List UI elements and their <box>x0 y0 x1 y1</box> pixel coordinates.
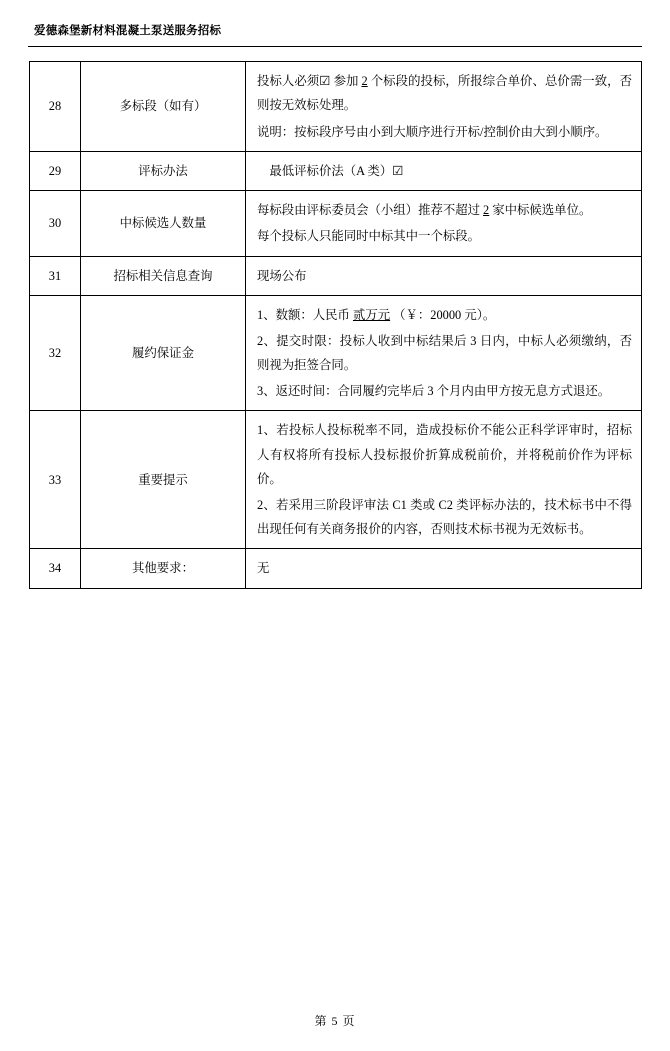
content-paragraph <box>257 69 632 118</box>
table-body <box>30 62 642 589</box>
header-divider <box>28 46 642 47</box>
row-number: 34 <box>30 549 81 588</box>
table-row <box>30 295 642 411</box>
content-text: 无 <box>257 561 270 576</box>
content-text: 1、数额：人民币 <box>257 307 350 322</box>
table-row <box>30 256 642 295</box>
bid-terms-table <box>29 61 642 589</box>
content-text: 2、若采用三阶段评审法 C1 类或 C2 类评标办法的，技术标书中不得出现任何有关商务报价的内容，否则技术标书视为无效标书。 <box>257 498 632 537</box>
content-paragraph <box>257 120 632 144</box>
content-text: 说明：按标段序号由小到大顺序进行开标/控制价由大到小顺序。 <box>257 124 608 139</box>
content-text: 参加 <box>330 74 359 88</box>
content-paragraph <box>257 329 632 377</box>
content-paragraph <box>257 264 632 288</box>
row-number: 31 <box>30 256 81 295</box>
content-text: 每个投标人只能同时中标其中一个标段。 <box>257 229 481 244</box>
content-paragraph <box>257 556 632 580</box>
content-text: 每标段由评标委员会（小组）推荐不超过 <box>257 203 481 218</box>
filled-blank-value: 2 <box>361 74 368 88</box>
content-text: 2、提交时限：投标人收到中标结果后 3 日内，中标人必须缴纳，否则视为拒签合同。 <box>257 333 632 373</box>
table-row <box>30 411 642 549</box>
content-text: 3、返还时间：合同履约完毕后 3 个月内由甲方按无息方式退还。 <box>257 384 611 399</box>
document-header-title: 爱德森堡新材料混凝土泵送服务招标 <box>34 25 222 37</box>
row-label: 中标候选人数量 <box>81 191 246 256</box>
row-content <box>246 256 642 295</box>
row-content <box>246 295 642 411</box>
content-paragraph <box>257 379 632 403</box>
row-label: 评标办法 <box>81 151 246 190</box>
content-paragraph <box>257 224 632 248</box>
row-number: 33 <box>30 411 81 549</box>
row-content <box>246 151 642 190</box>
filled-blank-value: 贰万元 <box>352 307 391 322</box>
row-number: 30 <box>30 191 81 256</box>
table-row <box>30 151 642 190</box>
row-content <box>246 411 642 549</box>
row-label: 履约保证金 <box>81 295 246 411</box>
row-content <box>246 62 642 152</box>
row-content <box>246 549 642 588</box>
content-paragraph <box>257 198 632 222</box>
page-footer: 第 5 页 <box>314 1014 356 1028</box>
checkbox-checked-icon[interactable]: ☑ <box>392 162 404 178</box>
table-row <box>30 62 642 152</box>
content-paragraph <box>257 303 632 327</box>
row-label: 多标段（如有） <box>81 62 246 152</box>
row-label: 重要提示 <box>81 411 246 549</box>
content-text: 1、若投标人投标税率不同，造成投标价不能公正科学评审时，招标人有权将所有投标人投标报价折算成税前价，并将税前价作为评标价。 <box>257 423 632 486</box>
checkbox-checked-icon[interactable]: ☑ <box>319 73 331 88</box>
row-number: 28 <box>30 62 81 152</box>
content-text: 家中标候选单位。 <box>492 203 592 218</box>
row-number: 29 <box>30 151 81 190</box>
content-text: 个标段的投标，所报综合单价、总价需一致，否则按无效标处理。 <box>257 74 632 113</box>
table-row <box>30 191 642 256</box>
table-row <box>30 549 642 588</box>
row-label: 招标相关信息查询 <box>81 256 246 295</box>
content-paragraph <box>257 493 632 541</box>
row-label: 其他要求： <box>81 549 246 588</box>
row-content <box>246 191 642 256</box>
row-number: 32 <box>30 295 81 411</box>
filled-blank-value: 2 <box>483 203 490 218</box>
content-paragraph <box>257 159 632 183</box>
content-text: 最低评标价法（A 类） <box>257 163 393 178</box>
content-text: （￥：20000 元）。 <box>393 307 496 322</box>
content-text: 投标人必须 <box>257 74 320 88</box>
content-text: 现场公布 <box>257 268 307 283</box>
content-paragraph <box>257 418 632 491</box>
